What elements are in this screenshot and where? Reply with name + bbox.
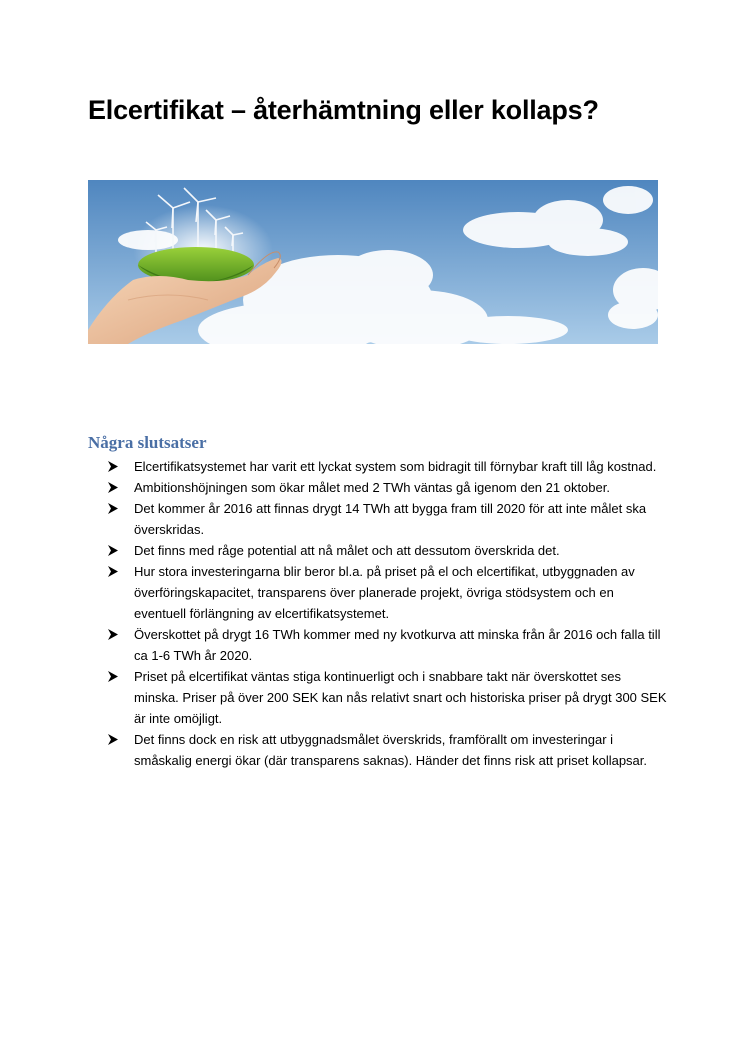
section-heading: Några slutsatser bbox=[88, 433, 207, 452]
arrowhead-bullet-icon bbox=[108, 671, 118, 682]
list-item-text: Hur stora investeringarna blir beror bl.a. på priset på el och elcertifikat, utbyggnaden av överföringskapacitet, transparens över planerade projekt, övriga stödsystem och en eventuell förlängning av elcertifikatsystemet. bbox=[134, 564, 635, 621]
arrowhead-bullet-icon bbox=[108, 461, 118, 472]
arrowhead-bullet-icon bbox=[108, 545, 118, 556]
list-item-text: Överskottet på drygt 16 TWh kommer med ny kvotkurva att minska från år 2016 och falla till ca 1-6 TWh år 2020. bbox=[134, 627, 661, 663]
page-title: Elcertifikat – återhämtning eller kollaps? bbox=[88, 95, 599, 125]
list-item bbox=[88, 540, 668, 561]
conclusions-list bbox=[88, 456, 668, 771]
arrowhead-bullet-icon bbox=[108, 482, 118, 493]
arrowhead-bullet-icon bbox=[108, 629, 118, 640]
banner-image bbox=[88, 180, 658, 344]
hand-globe-wind-turbines-illustration bbox=[88, 180, 658, 344]
arrowhead-bullet-icon bbox=[108, 734, 118, 745]
list-item-text: Det kommer år 2016 att finnas drygt 14 TWh att bygga fram till 2020 för att inte målet ska överskridas. bbox=[134, 501, 647, 537]
list-item bbox=[88, 624, 668, 666]
arrowhead-bullet-icon bbox=[108, 566, 118, 577]
arrowhead-bullet-icon bbox=[108, 503, 118, 514]
list-item bbox=[88, 729, 668, 771]
list-item bbox=[88, 561, 668, 624]
list-item-text: Elcertifikatsystemet har varit ett lyckat system som bidragit till förnybar kraft till låg kostnad. bbox=[134, 459, 657, 474]
list-item-text: Det finns med råge potential att nå målet och att dessutom överskrida det. bbox=[134, 543, 560, 558]
list-item bbox=[88, 666, 668, 729]
list-item-text: Priset på elcertifikat väntas stiga kontinuerligt och i snabbare takt när överskottet ses minska. Priser på över 200 SEK kan nås relativt snart och historiska priser på drygt 300 SEK är inte omöjligt. bbox=[134, 669, 667, 726]
list-item bbox=[88, 477, 668, 498]
list-item bbox=[88, 498, 668, 540]
list-item bbox=[88, 456, 668, 477]
list-item-text: Det finns dock en risk att utbyggnadsmålet överskrids, framförallt om investeringar i småskalig energi ökar (där transparens saknas). Händer det finns risk att priset kollapsar. bbox=[134, 732, 648, 768]
list-item-text: Ambitionshöjningen som ökar målet med 2 TWh väntas gå igenom den 21 oktober. bbox=[134, 480, 610, 495]
